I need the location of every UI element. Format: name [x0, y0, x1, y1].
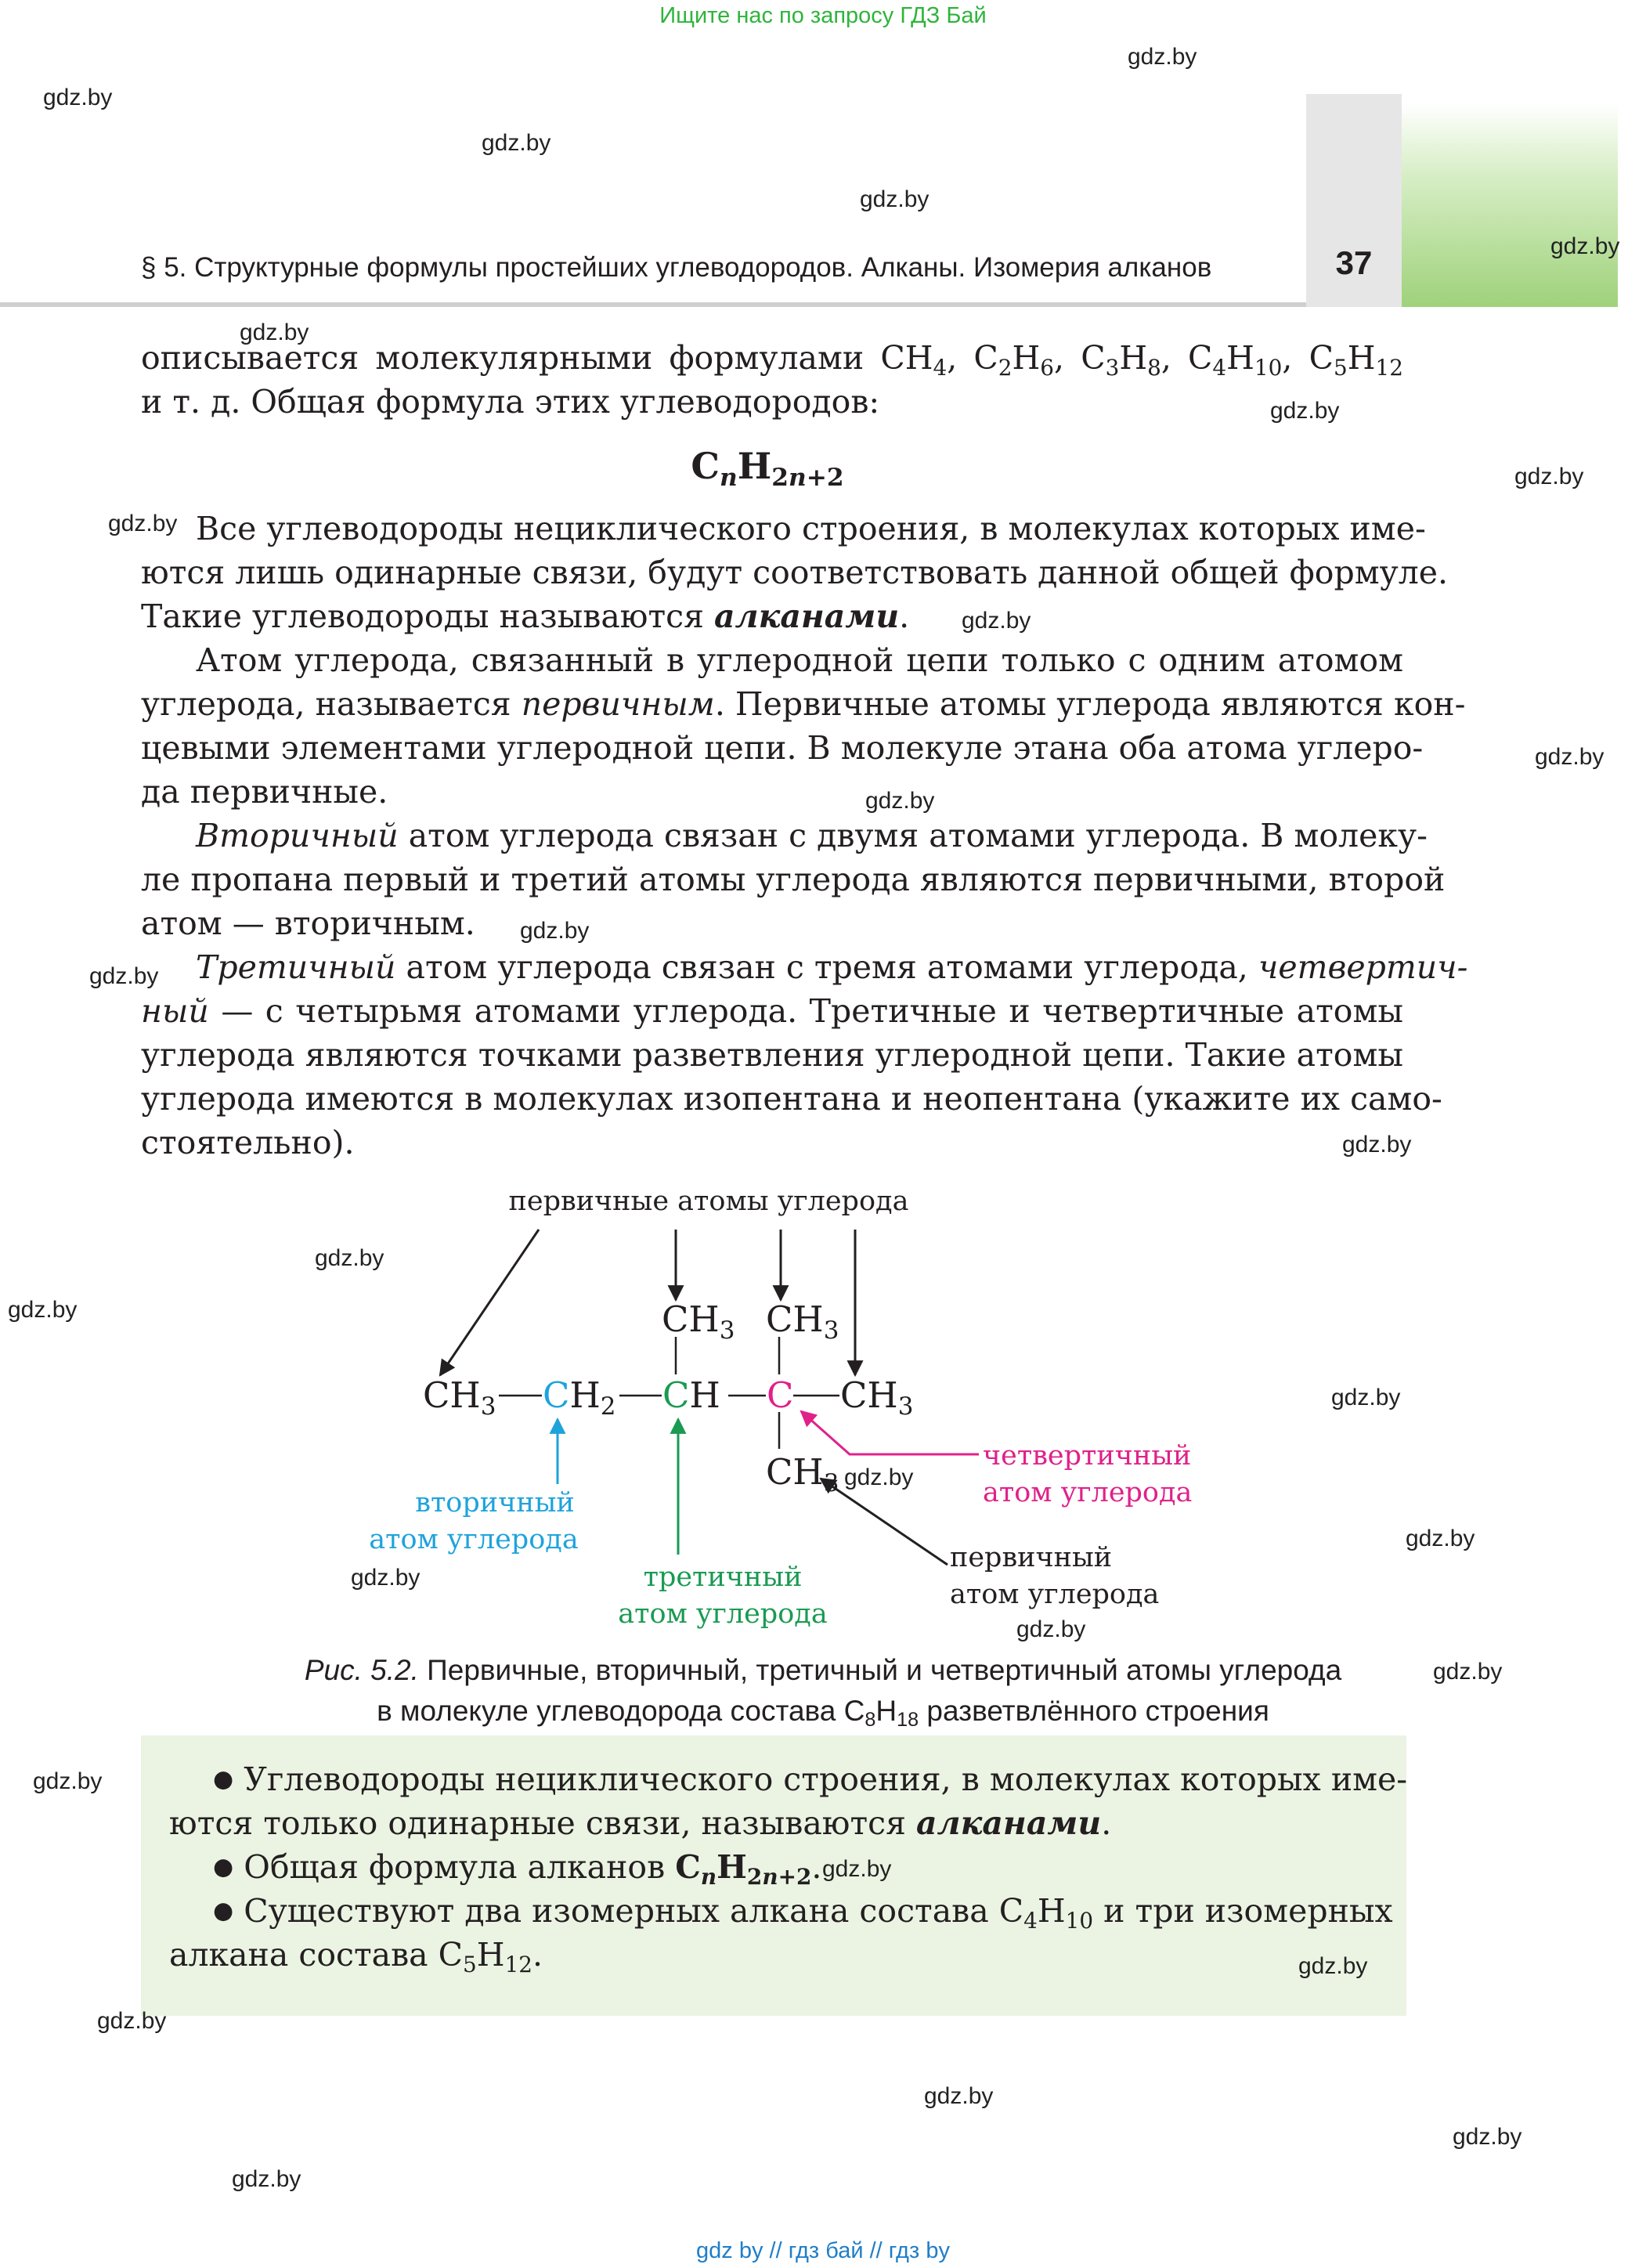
formula-ch4: $CH_4$, [880, 339, 958, 381]
arrow-primary-left [440, 1230, 539, 1375]
top-banner[interactable]: Ищите нас по запросу ГДЗ Бай [659, 3, 987, 28]
group-ch3-top-1: $CH_3$ [662, 1298, 735, 1345]
term-quaternary: четвертич- [1258, 948, 1468, 986]
figure-caption-line2: в молекуле углеводорода состава $C_8H_{18}$ разветвлённого строения [377, 1695, 1269, 1732]
formula-general-summary: $C_nH_{2n+2}$ [675, 1848, 812, 1890]
watermark: gdz.by [1535, 744, 1604, 770]
bullet-icon: ● [213, 1897, 234, 1925]
summary-bullet-2: ● Общая формула алканов $C_nH_{2n+2}$. [213, 1848, 822, 1890]
watermark: gdz.by [860, 186, 929, 212]
label-primary-right-2: атом углерода [950, 1579, 1160, 1610]
text-line: Атом углерода, связанный в углеродной цепи только с одним атомом [196, 641, 1403, 679]
group-ch3-right: $CH_3$ [840, 1374, 914, 1421]
summary-bullet-3: ● Существуют два изомерных алкана состава $C_4H_{10}$ и три изомерных [213, 1892, 1393, 1934]
text-line: углерода являются точками разветвления углеродной цепи. Такие атомы [141, 1036, 1403, 1074]
watermark: gdz.by [1016, 1616, 1086, 1642]
text-line: ле пропана первый и третий атомы углерода являются первичными, второй [141, 861, 1446, 898]
watermark: gdz.by [1406, 1526, 1475, 1551]
label-secondary-2: атом углерода [369, 1524, 579, 1555]
watermark: gdz.by [520, 918, 590, 944]
text-line: алкана состава $C_5H_{12}$. [169, 1936, 543, 1977]
arrow-quaternary [801, 1411, 979, 1454]
text-line: атом — вторичным. [141, 905, 475, 942]
header-green-band [1402, 103, 1618, 307]
term-primary: первичным [521, 685, 715, 723]
text-line: углерода имеются в молекулах изопентана и неопентана (укажите их само- [141, 1080, 1442, 1118]
formula-c5h12: $C_5H_{12}$ [1308, 339, 1403, 381]
watermark: gdz.by [33, 1768, 103, 1794]
text-line: Такие углеводороды называются алканами. [141, 598, 910, 635]
watermark: gdz.by [865, 788, 935, 814]
formula-c2h6: $C_2H_6$, [973, 339, 1065, 381]
watermark: gdz.by [89, 963, 159, 989]
label-tertiary-1: третичный [643, 1562, 803, 1593]
label-quaternary-1: четвертичный [983, 1440, 1192, 1472]
watermark: gdz.by [822, 1856, 892, 1882]
watermark: gdz.by [8, 1297, 78, 1323]
text-line: описывается молекулярными формулами $CH_4$, $C_2H_6$, $C_3H_8$, $C_4H_{10}$, $C_5H_{12}$ [141, 339, 1403, 381]
watermark: gdz.by [351, 1565, 421, 1591]
label-secondary-1: вторичный [415, 1487, 575, 1519]
figure-label: Рис. 5.2. [304, 1654, 419, 1686]
group-ch-tertiary: CH [662, 1374, 720, 1416]
watermark: gdz.by [1433, 1659, 1503, 1685]
watermark: gdz.by [1331, 1385, 1401, 1410]
watermark: gdz.by [1550, 233, 1620, 259]
bullet-icon: ● [213, 1765, 234, 1793]
watermark: gdz.by [962, 608, 1031, 634]
text-line: ются лишь одинарные связи, будут соответствовать данной общей формуле. [141, 554, 1449, 591]
label-primary-right-1: первичный [950, 1542, 1113, 1573]
group-c-quaternary: C [767, 1374, 794, 1416]
figure-caption-line1: Рис. 5.2. Первичные, вторичный, третичный и четвертичный атомы углерода [304, 1654, 1342, 1686]
text-line: да первичные. [141, 773, 388, 811]
watermark: gdz.by [1128, 44, 1197, 70]
text-line: ются только одинарные связи, называются алканами. [169, 1804, 1112, 1842]
running-head: § 5. Структурные формулы простейших углеводородов. Алканы. Изомерия алканов [141, 252, 1212, 283]
bottom-banner[interactable]: gdz by // гдз бай // гдз by [696, 2238, 950, 2263]
watermark: gdz.by [97, 2008, 167, 2034]
text-line: стоятельно). [141, 1124, 355, 1161]
term-tertiary: Третичный [196, 948, 396, 986]
watermark: gdz.by [1342, 1132, 1412, 1157]
watermark: gdz.by [315, 1245, 384, 1271]
group-ch3-bottom: $CH_3$ [766, 1451, 839, 1497]
text-line: Вторичный атом углерода связан с двумя атомами углерода. В молеку- [196, 817, 1428, 854]
label-tertiary-2: атом углерода [618, 1598, 828, 1630]
watermark: gdz.by [1453, 2124, 1522, 2150]
watermark: gdz.by [240, 320, 309, 345]
group-ch2-secondary: $CH_2$ [543, 1374, 616, 1421]
general-formula: $C_nH_{2n+2}$ [691, 445, 844, 492]
group-ch3-top-2: $CH_3$ [766, 1298, 839, 1345]
term-alkanes-summary: алканами [916, 1804, 1102, 1842]
label-primary-top: первичные атомы углерода [508, 1186, 909, 1217]
watermark: gdz.by [844, 1464, 914, 1490]
summary-bullet-1: ● Углеводороды нециклического строения, в молекулах которых име- [213, 1761, 1408, 1798]
watermark: gdz.by [43, 85, 113, 110]
watermark: gdz.by [1514, 464, 1584, 489]
label-quaternary-2: атом углерода [983, 1477, 1193, 1508]
term-alkanes: алканами [714, 598, 900, 635]
formula-c5h12-summary: $C_5H_{12}$ [438, 1936, 533, 1977]
arrow-primary-bottom [821, 1479, 948, 1565]
text-line: Третичный атом углерода связан с тремя атомами углерода, четвертич- [196, 948, 1468, 986]
bullet-icon: ● [213, 1853, 234, 1881]
watermark: gdz.by [108, 511, 178, 536]
text-line: ный — с четырьмя атомами углерода. Третичные и четвертичные атомы [141, 992, 1403, 1030]
term-secondary: Вторичный [196, 817, 399, 854]
text-line: и т. д. Общая формула этих углеводородов: [141, 383, 880, 421]
watermark: gdz.by [232, 2166, 301, 2192]
formula-c3h8: $C_3H_8$, [1081, 339, 1171, 381]
watermark: gdz.by [482, 130, 551, 156]
text-line: углерода, называется первичным. Первичные атомы углерода являются кон- [141, 685, 1466, 723]
watermark: gdz.by [1298, 1953, 1368, 1979]
watermark: gdz.by [924, 2083, 994, 2109]
formula-c4h10-summary: $C_4H_{10}$ [998, 1892, 1094, 1934]
formula-c4h10: $C_4H_{10}$, [1188, 339, 1293, 381]
watermark: gdz.by [1270, 398, 1340, 424]
group-ch3-left: $CH_3$ [423, 1374, 496, 1421]
page-number: 37 [1335, 244, 1373, 281]
header-rule [0, 302, 1306, 307]
text-line: цевыми элементами углеродной цепи. В молекуле этана оба атома углеро- [141, 729, 1424, 767]
text-line: Все углеводороды нециклического строения, в молекулах которых име- [196, 510, 1426, 547]
